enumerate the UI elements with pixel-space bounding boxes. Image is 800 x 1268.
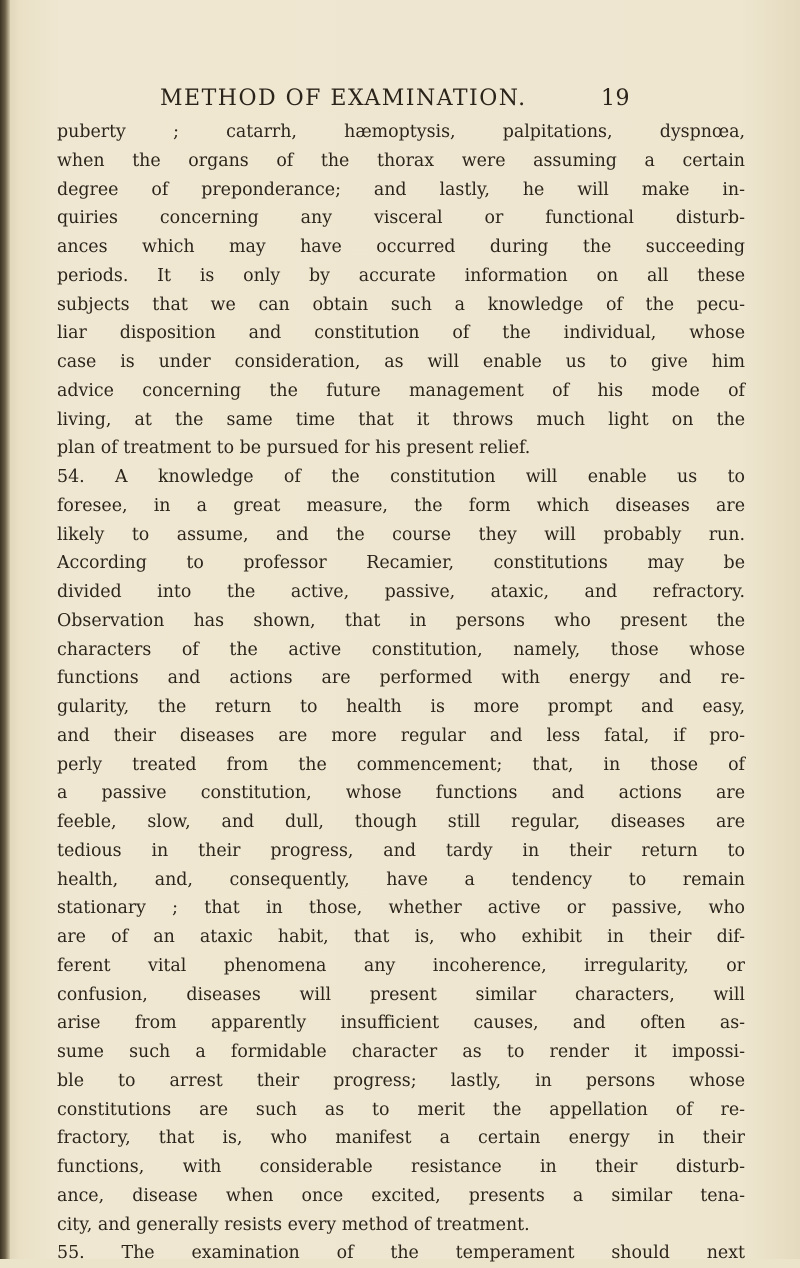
- page-gutter: [0, 0, 10, 1259]
- text-line: tedious in their progress, and tardy in their return to: [57, 840, 745, 861]
- text-line: functions and actions are performed with energy and re-: [57, 668, 745, 689]
- text-line: feeble, slow, and dull, though still regular, diseases are: [57, 812, 745, 832]
- text-line: functions, with considerable resistance in their disturb-: [57, 1157, 745, 1177]
- running-title: METHOD OF EXAMINATION.: [160, 86, 527, 111]
- text-line: quiries concerning any visceral or functional disturb-: [57, 208, 745, 229]
- text-line: sume such a formidable character as to render it impossi-: [57, 1042, 745, 1062]
- text-line: fractory, that is, who manifest a certain energy in their: [57, 1128, 745, 1149]
- text-line: foresee, in a great measure, the form which diseases are: [57, 495, 745, 516]
- text-line: ance, disease when once excited, presents a similar tena-: [57, 1185, 745, 1206]
- text-line: arise from apparently insufficient causes, and often as-: [57, 1013, 745, 1034]
- text-line: gularity, the return to health is more prompt and easy,: [57, 697, 745, 717]
- body-text: [57, 118, 745, 1268]
- text-line: periods. It is only by accurate information on all these: [57, 265, 745, 286]
- text-line: city, and generally resists every method of treatment.: [57, 1214, 530, 1235]
- text-line: and their diseases are more regular and less fatal, if pro-: [57, 725, 745, 746]
- text-line: advice concerning the future management of his mode of: [57, 380, 745, 401]
- text-line: 55. The examination of the temperament should next: [57, 1243, 745, 1264]
- text-line: plan of treatment to be pursued for his present relief.: [57, 438, 531, 459]
- text-line: confusion, diseases will present similar characters, will: [57, 984, 745, 1005]
- text-line: a passive constitution, whose functions and actions are: [57, 783, 745, 804]
- text-line: perly treated from the commencement; that, in those of: [57, 754, 745, 775]
- running-header: [160, 86, 630, 111]
- text-line: ferent vital phenomena any incoherence, irregularity, or: [57, 955, 745, 976]
- text-line: likely to assume, and the course they will probably run.: [57, 524, 745, 545]
- text-line: According to professor Recamier, constitutions may be: [57, 553, 745, 574]
- text-line: are of an ataxic habit, that is, who exhibit in their dif-: [57, 927, 745, 947]
- text-line: 54. A knowledge of the constitution will enable us to: [57, 467, 745, 487]
- text-line: divided into the active, passive, ataxic, and refractory.: [57, 582, 745, 602]
- text-line: when the organs of the thorax were assuming a certain: [57, 150, 745, 171]
- text-line: Observation has shown, that in persons who present the: [57, 610, 745, 631]
- text-line: constitutions are such as to merit the appellation of re-: [57, 1099, 745, 1120]
- text-line: living, at the same time that it throws much light on the: [57, 409, 745, 430]
- text-line: liar disposition and constitution of the individual, whose: [57, 323, 745, 344]
- text-line: characters of the active constitution, namely, those whose: [57, 639, 745, 660]
- text-line: ble to arrest their progress; lastly, in persons whose: [57, 1070, 745, 1091]
- text-line: stationary ; that in those, whether active or passive, who: [57, 898, 745, 919]
- text-line: puberty ; catarrh, hæmoptysis, palpitations, dyspnœa,: [57, 122, 745, 142]
- text-line: ances which may have occurred during the succeeding: [57, 237, 745, 257]
- text-line: health, and, consequently, have a tendency to remain: [57, 869, 745, 890]
- text-line: degree of preponderance; and lastly, he will make in-: [57, 179, 745, 200]
- page-number: 19: [601, 86, 630, 111]
- text-line: subjects that we can obtain such a knowledge of the pecu-: [57, 294, 745, 315]
- text-line: case is under consideration, as will enable us to give him: [57, 352, 745, 372]
